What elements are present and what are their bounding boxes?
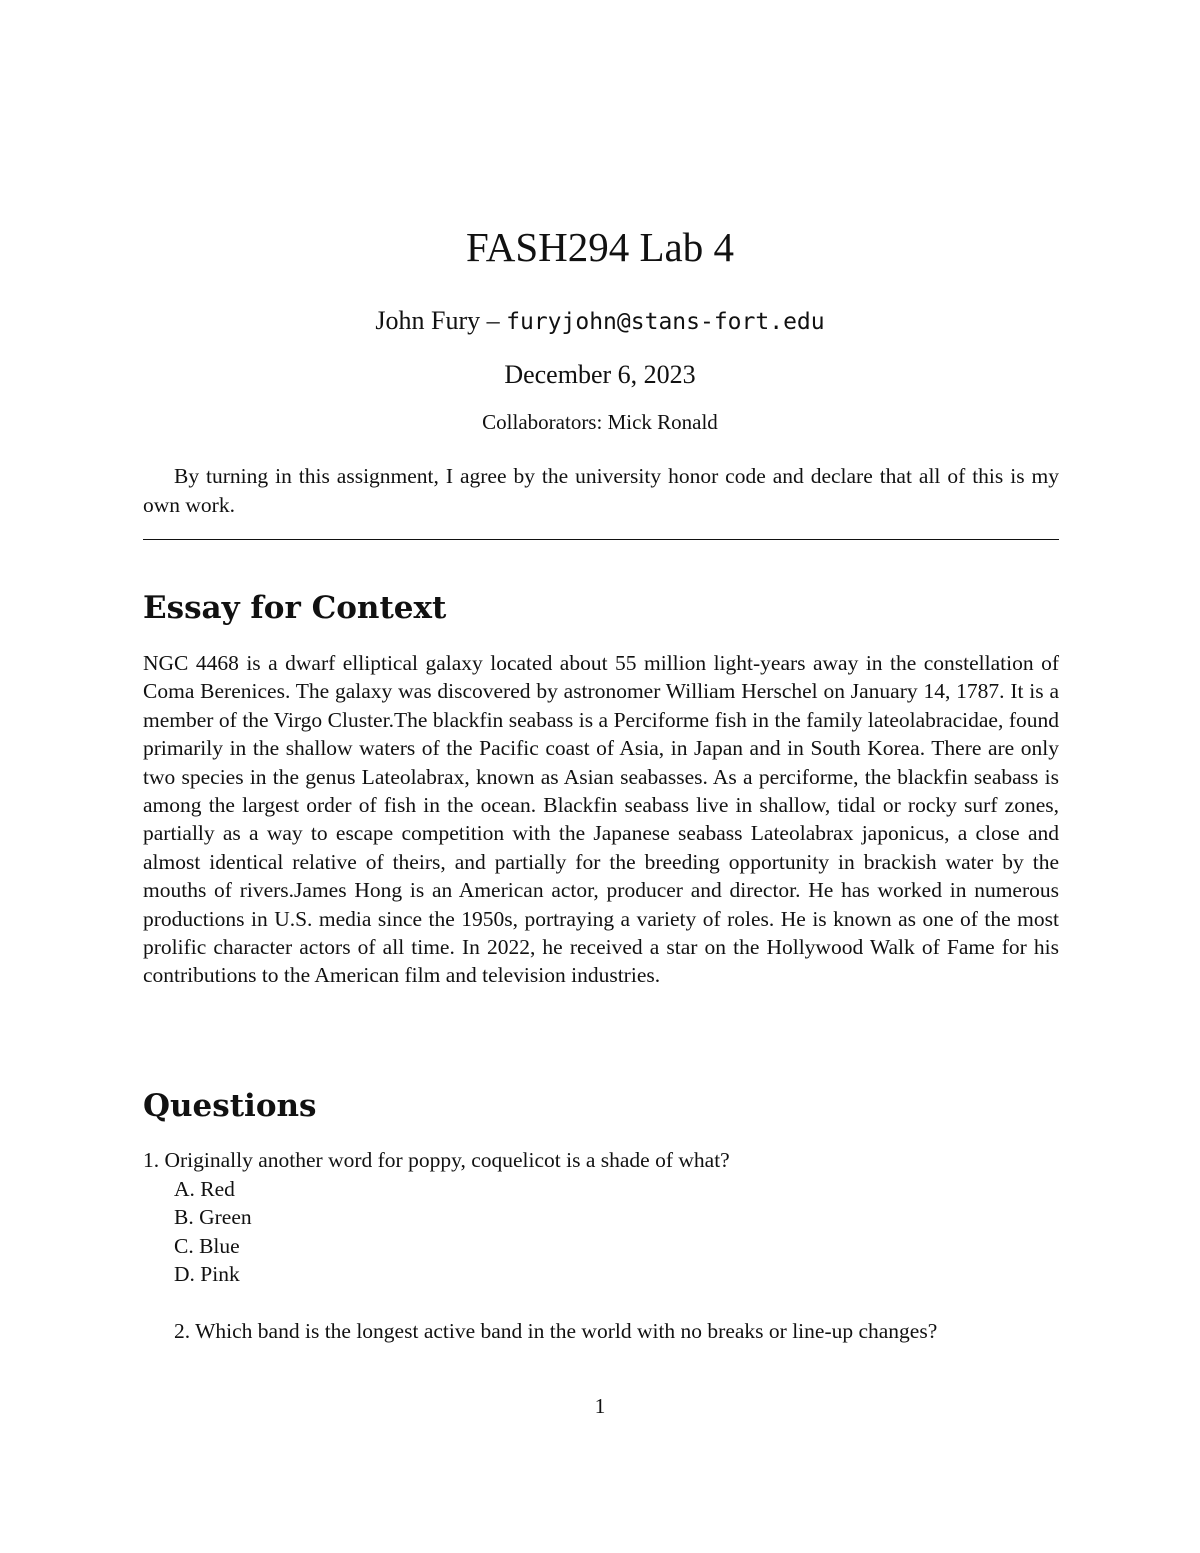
page-number: 1: [594, 1394, 606, 1418]
question-1-options: [143, 1175, 1059, 1289]
essay-heading: Essay for Context: [143, 590, 447, 626]
author-line: [0, 304, 1200, 339]
question-1-number: 1.: [143, 1148, 160, 1172]
option-d: D. Pink: [174, 1262, 240, 1287]
question-1: [143, 1146, 1059, 1289]
essay-body: NGC 4468 is a dwarf elliptical galaxy located about 55 million light-years away in the constellation of Coma Berenices. The galaxy was discovered by astronomer William Herschel on January 14, 1787. It is a member of the Virgo Cluster.The blackfin seabass is a Perciforme fish in the family lateolabracidae, found primarily in the shallow waters of the Pacific coast of Asia, in Japan and in South Korea. There are only two species in the genus Lateolabrax, known as Asian seabasses. As a perciforme, the blackfin seabass is among the largest order of fish in the ocean. Blackfin seabass live in shallow, tidal or rocky surf zones, partially as a way to escape competition with the Japanese seabass Lateolabrax japonicus, a close and almost identical relative of theirs, and partially for the breeding opportunity in brackish water by the mouths of rivers.James Hong is an American actor, producer and director. He has worked in numerous productions in U.S. media since the 1950s, portraying a variety of roles. He is known as one of the most prolific character actors of all time. In 2022, he received a star on the Hollywood Walk of Fame for his contributions to the American film and television industries.: [143, 651, 1059, 988]
document-date: December 6, 2023: [504, 360, 696, 389]
author-separator: –: [480, 306, 507, 335]
question-2-text: Which band is the longest active band in the world with no breaks or line-up changes?: [195, 1318, 938, 1343]
honor-statement: By turning in this assignment, I agree by the university honor code and declare that all of this is my own work.: [143, 464, 1059, 517]
option-a: A. Red: [174, 1176, 235, 1201]
author-email: furyjohn@stans-fort.edu: [506, 309, 825, 335]
question-1-text: Originally another word for poppy, coquelicot is a shade of what?: [164, 1148, 730, 1172]
option-c: C. Blue: [174, 1233, 240, 1258]
question-1-line: [143, 1146, 1059, 1175]
question-2-line: [174, 1317, 1059, 1346]
option-b: B. Green: [174, 1205, 252, 1230]
questions-heading: Questions: [143, 1088, 317, 1124]
document-title: FASH294 Lab 4: [465, 224, 735, 270]
author-name: John Fury: [375, 306, 481, 335]
question-list: [143, 1146, 1059, 1374]
collaborators: Collaborators: Mick Ronald: [482, 410, 718, 434]
question-2-number: 2.: [174, 1318, 191, 1343]
question-2: [143, 1317, 1059, 1346]
horizontal-rule: [143, 539, 1059, 540]
